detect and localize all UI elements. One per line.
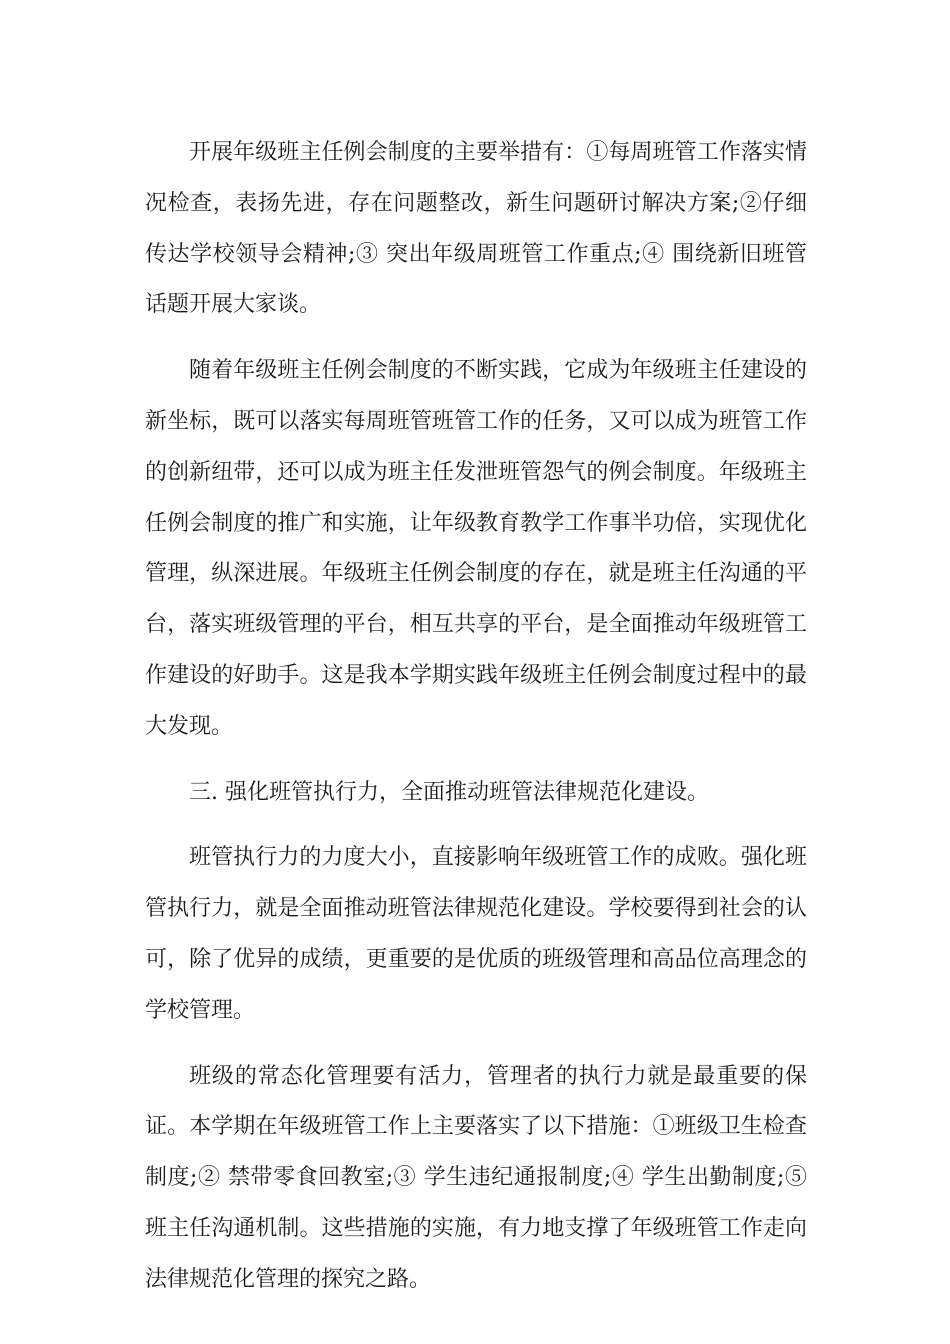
paragraph-weekly-meeting-measures: 开展年级班主任例会制度的主要举措有：①每周班管工作落实情况检查，表扬先进，存在问题整改，新生问题研讨解决方案;②仔细传达学校领导会精神;③ 突出年级周班管工作重点;④ 围绕新旧班管话题开展大家谈。 bbox=[145, 140, 807, 318]
paragraph-class-management-measures: 班级的常态化管理要有活力，管理者的执行力就是最重要的保证。本学期在年级班管工作上主要落实了以下措施：①班级卫生检查制度;② 禁带零食回教室;③ 学生违纪通报制度;④ 学生出勤制度;⑤ 班主任沟通机制。这些措施的实施，有力地支撑了年级班管工作走向法律规范化管理的探究之路。 bbox=[145, 1063, 807, 1292]
paragraph-meeting-system-value: 随着年级班主任例会制度的不断实践，它成为年级班主任建设的新坐标，既可以落实每周班管班管工作的任务，又可以成为班管工作的创新纽带，还可以成为班主任发泄班管怨气的例会制度。年级班主任例会制度的推广和实施，让年级教育教学工作事半功倍，实现优化管理，纵深进展。年级班主任例会制度的存在，就是班主任沟通的平台，落实班级管理的平台，相互共享的平台，是全面推动年级班管工作建设的好助手。这是我本学期实践年级班主任例会制度过程中的最大发现。 bbox=[145, 358, 807, 739]
section-heading-three: 三. 强化班管执行力，全面推动班管法律规范化建设。 bbox=[189, 779, 709, 805]
document-body bbox=[145, 128, 807, 1321]
paragraph-execution-power: 班管执行力的力度大小，直接影响年级班管工作的成败。强化班管执行力，就是全面推动班管法律规范化建设。学校要得到社会的认可，除了优异的成绩，更重要的是优质的班级管理和高品位高理念的学校管理。 bbox=[145, 845, 807, 1023]
